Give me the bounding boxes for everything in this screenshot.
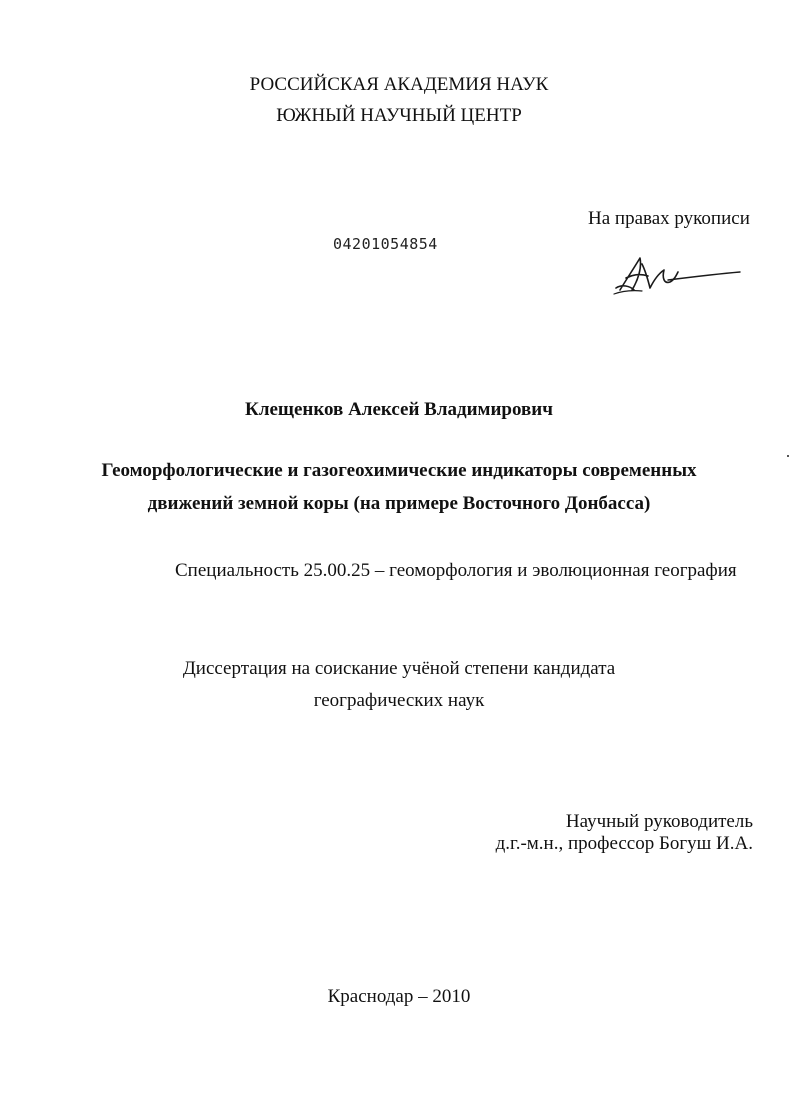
- author-name: Клещенков Алексей Владимирович: [245, 399, 553, 420]
- academy-name: РОССИЙСКАЯ АКАДЕМИЯ НАУК: [249, 74, 549, 95]
- specialty: Специальность 25.00.25 – геоморфология и эволюционная география: [175, 560, 737, 581]
- supervisor-name: д.г.-м.н., профессор Богуш И.А.: [495, 833, 753, 854]
- title-line-1: Геоморфологические и газогеохимические индикаторы современных: [101, 460, 697, 481]
- dissertation-line-1: Диссертация на соискание учёной степени кандидата: [182, 658, 616, 679]
- title-line-2: движений земной коры (на примере Восточного Донбасса): [147, 493, 651, 514]
- supervisor-label: Научный руководитель: [565, 811, 753, 832]
- rights-note: На правах рукописи: [588, 208, 750, 229]
- center-name: ЮЖНЫЙ НАУЧНЫЙ ЦЕНТР: [276, 105, 522, 126]
- registry-number: 04201054854: [333, 235, 438, 253]
- scan-speck: [787, 455, 789, 457]
- dissertation-line-2: географических наук: [313, 690, 485, 711]
- place-year: Краснодар – 2010: [327, 986, 471, 1007]
- signature: [612, 250, 747, 298]
